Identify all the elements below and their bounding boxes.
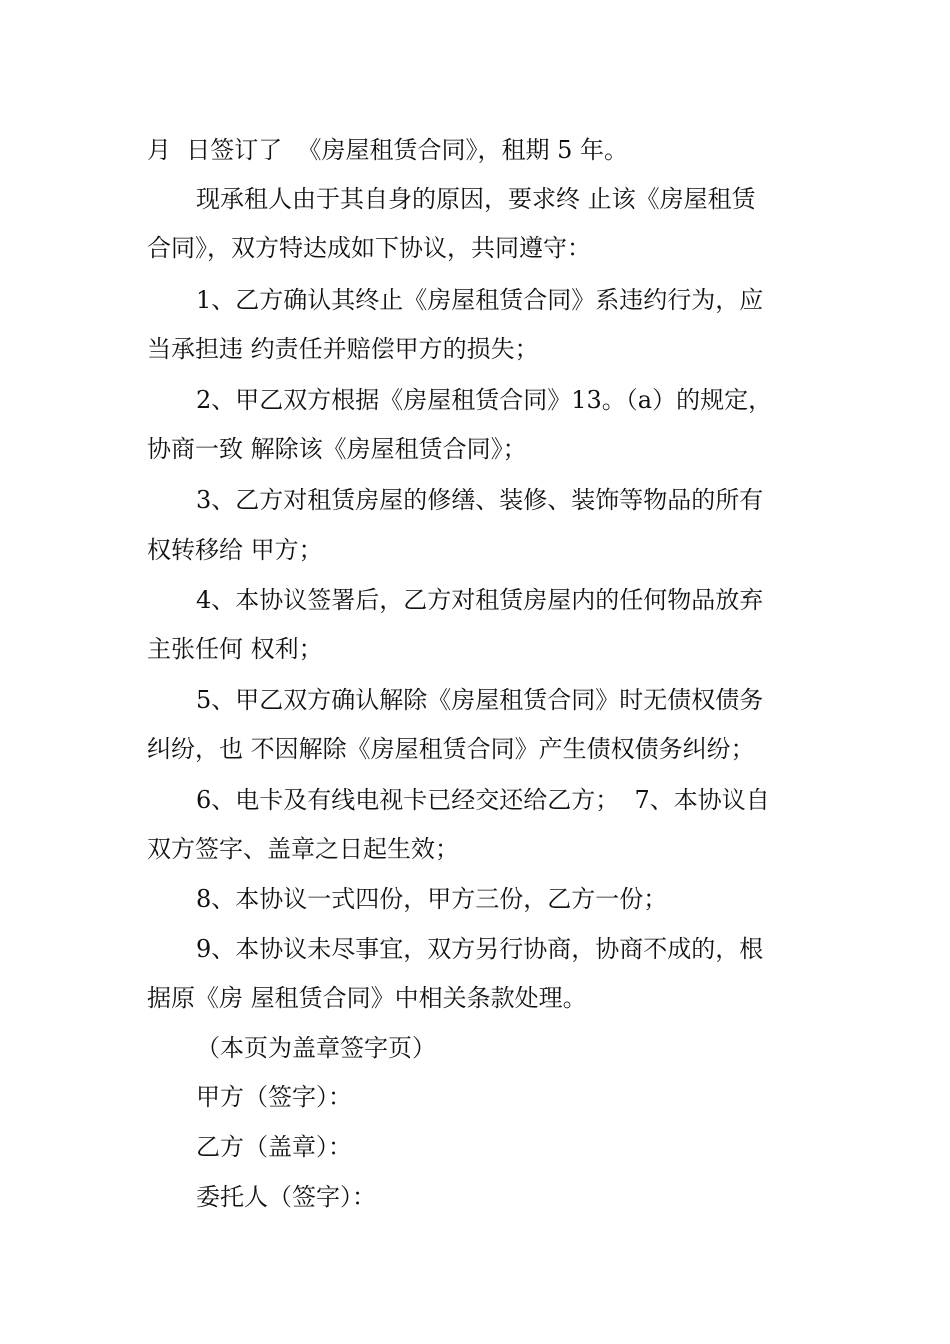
text-line-2: 现承租人由于其自身的原因，要求终 止该《房屋租赁 (196, 185, 756, 213)
signature-page-note: （本页为盖章签字页） (196, 1034, 436, 1062)
text-line-15: 双方签字、盖章之日起生效； (147, 835, 459, 863)
text-line-1: 月 日签订了 《房屋租赁合同》，租期 5 年。 (147, 136, 629, 164)
text-line-4: 1、乙方确认其终止《房屋租赁合同》系违约行为，应 (196, 286, 764, 314)
text-line-9: 权转移给 甲方； (147, 536, 323, 564)
text-line-18: 据原《房 屋租赁合同》中相关条款处理。 (147, 984, 587, 1012)
text-line-8: 3、乙方对租赁房屋的修缮、装修、装饰等物品的所有 (196, 486, 764, 514)
text-line-5: 当承担违 约责任并赔偿甲方的损失； (147, 335, 539, 363)
text-line-3: 合同》，双方特达成如下协议，共同遵守： (147, 234, 591, 262)
text-line-14: 6、电卡及有线电视卡已经交还给乙方； 7、本协议自 (196, 786, 770, 814)
text-line-17: 9、本协议未尽事宜，双方另行协商，协商不成的，根 (196, 935, 764, 963)
text-line-10: 4、本协议签署后，乙方对租赁房屋内的任何物品放弃 (196, 586, 764, 614)
agent-signature-label: 委托人（签字）： (196, 1183, 376, 1211)
text-line-12: 5、甲乙双方确认解除《房屋租赁合同》时无债权债务 (196, 686, 764, 714)
party-a-signature-label: 甲方（签字）： (196, 1083, 352, 1111)
text-line-7: 协商一致 解除该《房屋租赁合同》； (147, 435, 527, 463)
text-line-13: 纠纷，也 不因解除《房屋租赁合同》产生债权债务纠纷； (147, 735, 755, 763)
text-line-11: 主张任何 权利； (147, 635, 323, 663)
party-b-seal-label: 乙方（盖章）： (196, 1133, 352, 1161)
text-line-16: 8、本协议一式四份，甲方三份，乙方一份； (196, 885, 668, 913)
text-line-6: 2、甲乙双方根据《房屋租赁合同》13。（a）的规定， (196, 386, 773, 414)
